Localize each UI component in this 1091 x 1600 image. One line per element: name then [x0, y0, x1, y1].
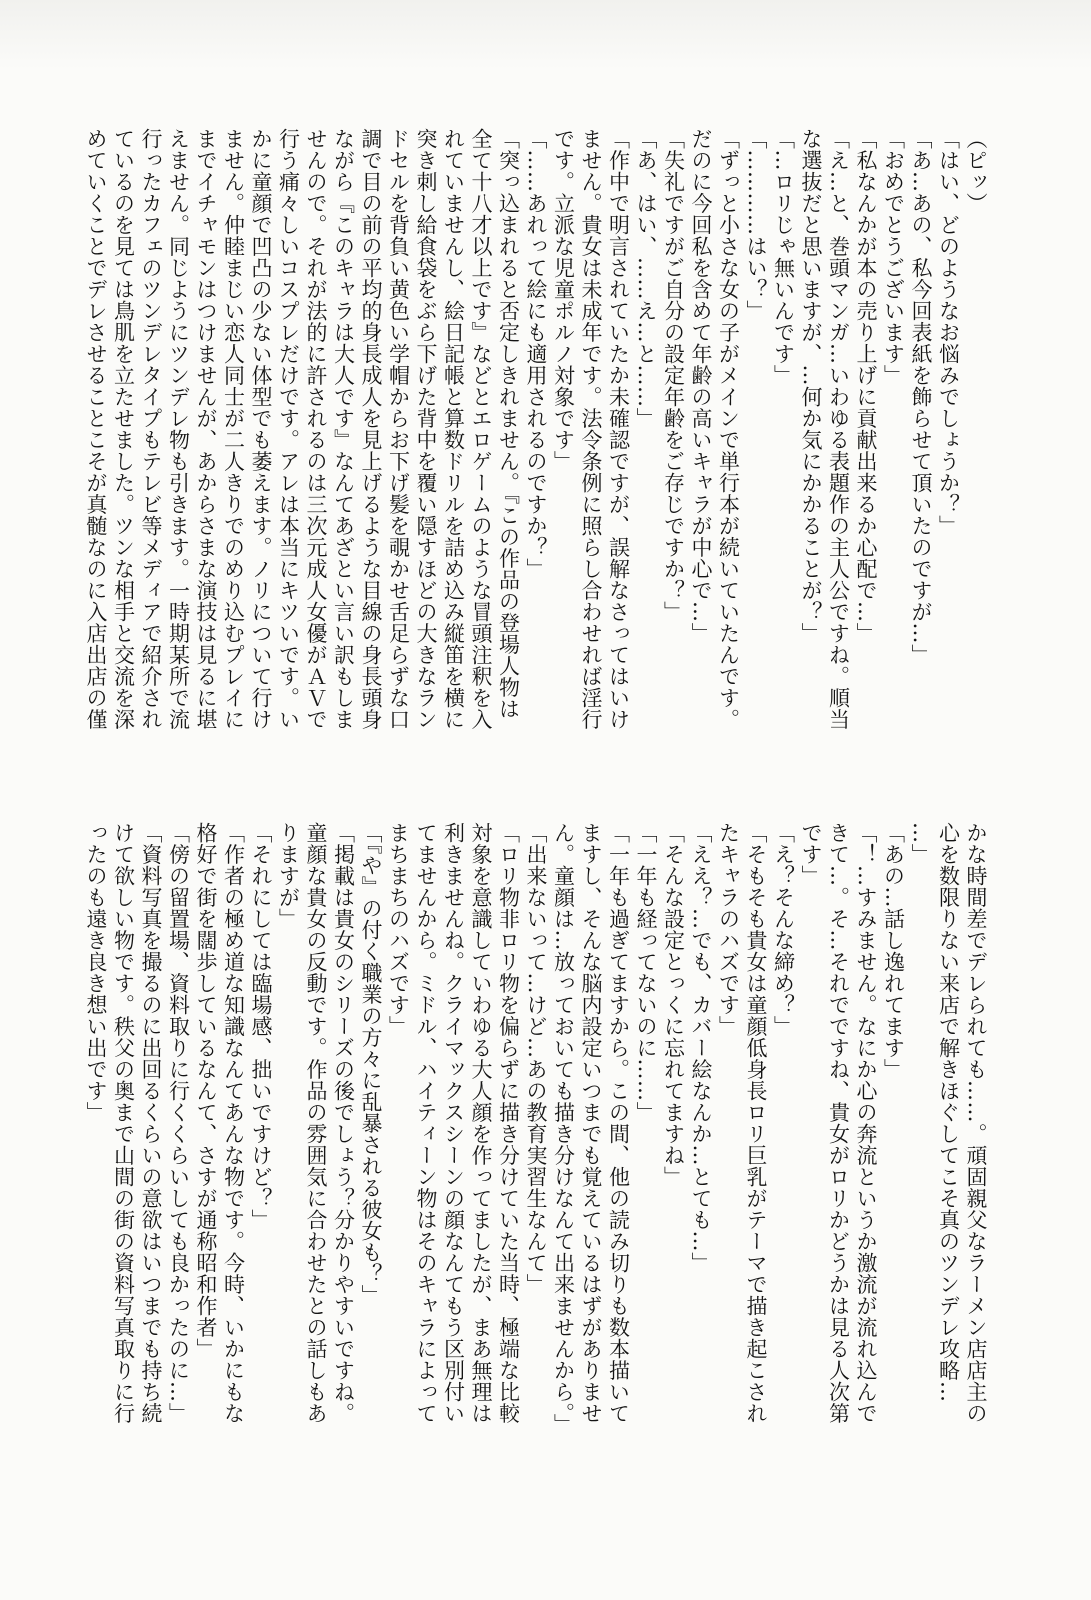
top-block-line: めていくことでデレさせることこそが真髄なのに入店出店の僅 — [84, 128, 108, 730]
bottom-block-line: きて…。そ…それでですね、貴女がロリかどうかは見る人次第 — [826, 822, 851, 1424]
bottom-block-line: 「出来ないって…けど…あの教育実習生なんて」 — [524, 822, 548, 1295]
top-block-line: な選抜だと思いますが、…何か気にかかることが？」 — [799, 128, 823, 644]
top-block-line: 「私なんかが本の売り上げに貢献出来るか心配で…」 — [854, 128, 878, 644]
bottom-block-line: 格好で街を闊歩しているなんて、さすが通称昭和作者」 — [194, 822, 218, 1360]
top-block-line: 行ったカフェのツンデレタイプもテレビ等メディアで紹介され — [139, 128, 163, 730]
top-block-line: までイチャモンはつけませんが、あからさまな演技は見るに堪 — [194, 128, 218, 730]
bottom-block-line: …」 — [909, 822, 933, 865]
top-block-line: かに童顔で凹凸の少ない体型でも萎えます。ノリについて行け — [249, 128, 273, 730]
top-block-line: 全て十八才以上です』などとエロゲームのような冒頭注釈を入 — [469, 128, 493, 730]
top-block-line: （ピッ） — [964, 128, 988, 214]
bottom-block-line: 「掲載は貴女のシリーズの後でしょう？分かりやすいですね。 — [331, 822, 356, 1424]
top-block-line: えません。同じようにツンデレ物も引きます。一時期某所で流 — [166, 128, 191, 730]
top-block-line: ドセルを背負い黄色い学帽からお下げ髪を覗かせ舌足らずな口 — [386, 128, 411, 730]
top-block-line: 行う痛々しいコスプレだけです。アレは本当にキツいです。い — [276, 128, 301, 730]
top-block-line: ません。仲睦まじい恋人同士が二人きりでのめり込むプレイに — [221, 128, 246, 730]
top-block-line: 突き刺し給食袋をぶら下げた背中を覆い隠すほどの大きなラン — [414, 128, 438, 730]
top-block-line: れていませんし、絵日記帳と算数ドリルを詰め込み縦笛を横に — [441, 128, 466, 730]
bottom-block-line: ったのも遠き良き想い出です」 — [84, 822, 108, 1123]
top-block-line: です。立派な児童ポルノ対象です」 — [551, 128, 576, 472]
top-block-line: ません。貴女は未成年です。法令条例に照らし合わせれば淫行 — [579, 128, 603, 730]
top-block-line: 「……あれって絵にも適用されるのですか？」 — [524, 128, 548, 580]
top-block-line: 「…………はい？」 — [744, 128, 768, 322]
top-block-line: 「あ…あの、私今回表紙を飾らせて頂いたのですが…」 — [909, 128, 933, 666]
top-block-line: だのに今回私を含めて年齢の高いキャラが中心で…」 — [689, 128, 713, 644]
bottom-block-line: 「一年も経ってないのに……」 — [634, 822, 658, 1123]
top-block-line: 「おめでとうございます」 — [881, 128, 906, 386]
bottom-block-line: 「そんな設定とっくに忘れてますね」 — [661, 822, 686, 1188]
top-block-line: 「…ロリじゃ無いんです」 — [771, 128, 796, 386]
top-block-line: 「はい、どのようなお悩みでしょうか？」 — [936, 128, 961, 537]
top-block-line: 「作中で明言されていたか未確認ですが、誤解なさってはいけ — [606, 128, 631, 730]
bottom-block-line: ん。童顔は…放っておいても描き分けなんて出来ませんから。」 — [551, 822, 576, 1435]
top-block-line: ながら『このキャラは大人です』なんてあざとい言い訳もしま — [331, 128, 356, 730]
bottom-block-line: 「作者の極め道な知識なんてあんな物です。今時、いかにもな — [221, 822, 246, 1424]
bottom-block-line: です」 — [799, 822, 823, 887]
top-block-line: 「あ、はい、……え…と……」 — [634, 128, 658, 429]
top-block-line: 「え…と、巻頭マンガ…いわゆる表題作の主人公ですね。順当 — [826, 128, 851, 730]
bottom-block-line: たキャラのハズです」 — [716, 822, 741, 1037]
bottom-block-line: かな時間差でデレられても……。頑固親父なラーメン店店主の — [964, 822, 988, 1424]
bottom-block-line: 「ロリ物非ロリ物を偏らずに描き分けていた当時、極端な比較 — [496, 822, 521, 1424]
dialogue-block-top — [82, 128, 989, 778]
bottom-block-line: てませんから。ミドル、ハイティーン物はそのキャラによって — [414, 822, 438, 1424]
page-edge-shading — [0, 0, 1091, 70]
bottom-block-line: 「資料写真を撮るのに出回るくらいの意欲はいつまでも持ち続 — [139, 822, 163, 1424]
bottom-block-line: ますし、そんな脳内設定いつまでも覚えているはずがありませ — [579, 822, 603, 1424]
bottom-block-line: けて欲しい物です。秩父の奥まで山間の街の資料写真取りに行 — [111, 822, 136, 1424]
top-block-line: 「突っ込まれると否定しきれません。『この作品の登場人物は — [496, 128, 521, 720]
bottom-block-line: りますが」 — [276, 822, 301, 930]
top-block-line: ているのを見ては鳥肌を立たせました。ツンな相手と交流を深 — [111, 128, 136, 730]
bottom-block-line: 利きませんね。クライマックスシーンの顔なんてもう区別付い — [441, 822, 466, 1424]
top-block-line: 調で目の前の平均的身長成人を見上げるような目線の身長頭身 — [359, 128, 383, 730]
bottom-block-line: 「『や』の付く職業の方々に乱暴される彼女も？」 — [359, 822, 383, 1306]
dialogue-block-bottom — [82, 822, 989, 1476]
top-block-line: 「失礼ですがご自分の設定年齢をご存じですか？」 — [661, 128, 686, 623]
top-block-line: せんので。それが法的に許されるのは三次元成人女優がＡＶで — [304, 128, 328, 730]
bottom-block-line: 心を数限りない来店で解きほぐしてこそ真のツンデレ攻略… — [936, 822, 961, 1403]
bottom-block-line: 「そもそも貴女は童顔低身長ロリ巨乳がテーマで描き起こされ — [744, 822, 768, 1424]
bottom-block-line: 「ええ？…でも、カバー絵なんか…とても…」 — [689, 822, 713, 1274]
bottom-block-line: 「え？そんな締め？」 — [771, 822, 796, 1037]
bottom-block-line: 「あの…話し逸れてます」 — [881, 822, 906, 1080]
bottom-block-line: 「一年も過ぎてますから。この間、他の読み切りも数本描いて — [606, 822, 631, 1424]
top-block-line: 「ずっと小さな女の子がメインで単行本が続いていたんです。 — [716, 128, 741, 730]
bottom-block-line: 「それにしては臨場感、拙いですけど？」 — [249, 822, 273, 1231]
bottom-block-line: 「傍の留置場、資料取りに行くくらいしても良かったのに…」 — [166, 822, 191, 1424]
bottom-block-line: まちまちのハズです」 — [386, 822, 411, 1037]
bottom-block-line: 童顔な貴女の反動です。作品の雰囲気に合わせたとの話しもあ — [304, 822, 328, 1424]
bottom-block-line: 対象を意識していわゆる大人顔を作ってましたが、まあ無理は — [469, 822, 493, 1424]
bottom-block-line: 「！…すみません。なにか心の奔流というか激流が流れ込んで — [854, 822, 878, 1424]
